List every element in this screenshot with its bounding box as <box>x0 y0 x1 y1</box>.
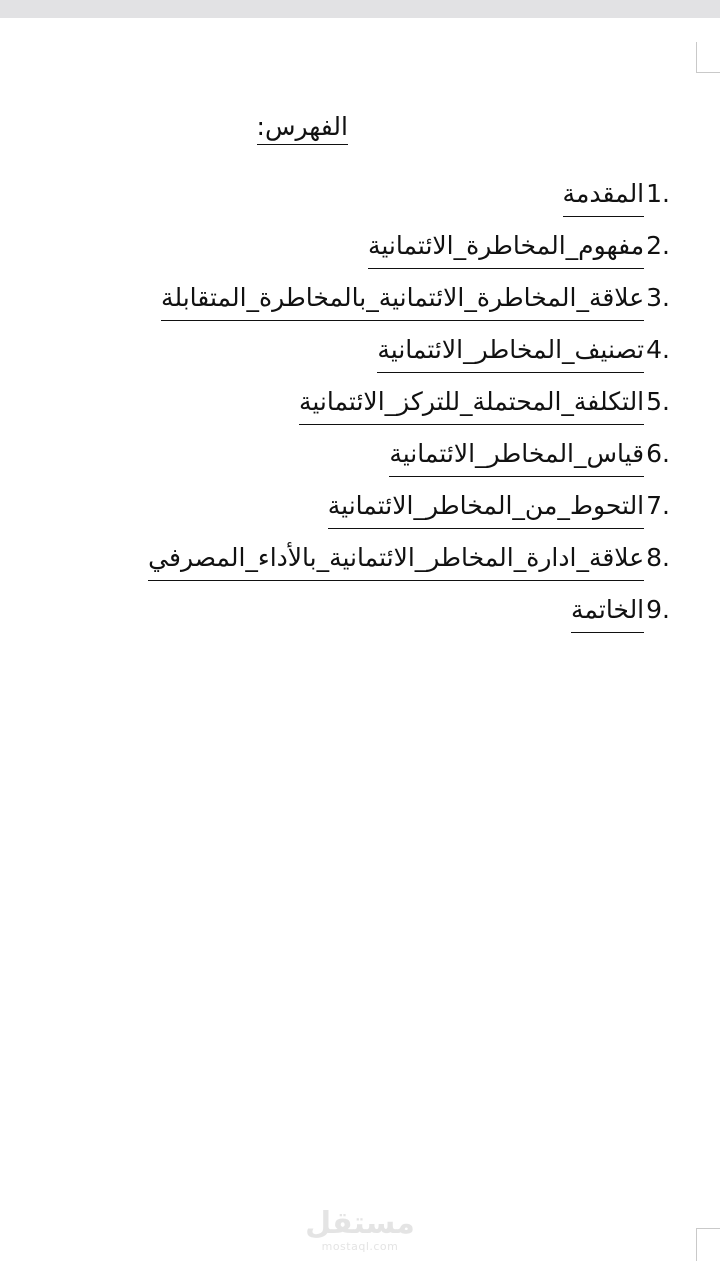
toc-item-number: 3. <box>646 283 670 312</box>
toc-item-number: 1. <box>646 179 670 208</box>
toc-item-number: 6. <box>646 439 670 468</box>
watermark-url: mostaql.com <box>321 1240 399 1253</box>
table-of-contents <box>148 174 670 642</box>
toc-item-text: الخاتمة <box>571 590 644 633</box>
toc-item <box>148 330 670 382</box>
mostaql-watermark <box>0 1208 720 1254</box>
toc-item <box>148 382 670 434</box>
toc-item-number: 2. <box>646 231 670 260</box>
toc-item-text: مفهوم_المخاطرة_الائتمانية <box>368 226 644 269</box>
toc-item <box>148 590 670 642</box>
toc-item-text: تصنيف_المخاطر_الائتمانية <box>377 330 644 373</box>
toc-item <box>148 434 670 486</box>
index-title <box>257 112 348 145</box>
toc-item-text: المقدمة <box>563 174 645 217</box>
toc-item <box>148 226 670 278</box>
toc-item <box>148 538 670 590</box>
toc-item-number: 8. <box>646 543 670 572</box>
toc-item <box>148 486 670 538</box>
toc-item-text: التحوط_من_المخاطر_الائتمانية <box>328 486 644 529</box>
toc-item <box>148 174 670 226</box>
toc-item-text: علاقة_ادارة_المخاطر_الائتمانية_بالأداء_المصرفي <box>148 538 644 581</box>
index-title-text: الفهرس: <box>257 112 348 145</box>
toc-item-number: 9. <box>646 595 670 624</box>
toc-item-number: 4. <box>646 335 670 364</box>
toc-item-text: علاقة_المخاطرة_الائتمانية_بالمخاطرة_المتقابلة <box>161 278 644 321</box>
toc-item <box>148 278 670 330</box>
toc-item-text: قياس_المخاطر_الائتمانية <box>389 434 644 477</box>
page-corner-mark-top <box>696 42 720 73</box>
toc-item-number: 5. <box>646 387 670 416</box>
toc-item-number: 7. <box>646 491 670 520</box>
watermark-logo: مستقل <box>305 1206 415 1241</box>
top-scroll-bar <box>0 0 720 18</box>
toc-item-text: التكلفة_المحتملة_للتركز_الائتمانية <box>299 382 644 425</box>
